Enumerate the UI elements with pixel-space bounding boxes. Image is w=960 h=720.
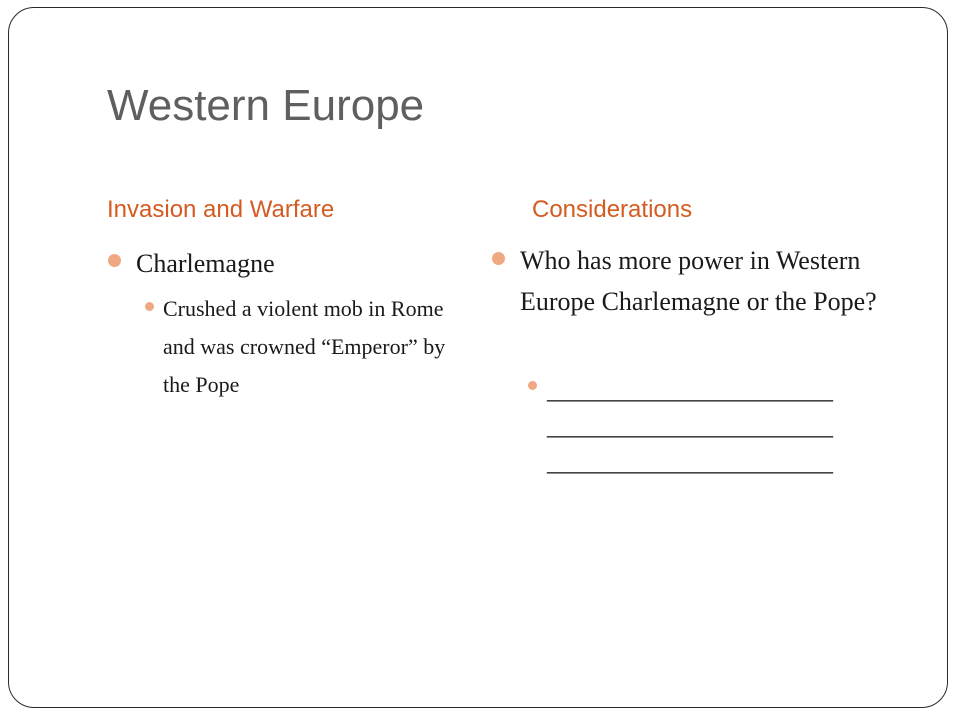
bullet-dot-icon (108, 254, 121, 267)
right-bullet-text: Who has more power in Western Europe Charlemagne or the Pope? (520, 246, 877, 316)
right-column-heading: Considerations (532, 196, 693, 223)
bullet-dot-icon (492, 252, 505, 265)
left-bullet-text: Charlemagne (136, 249, 275, 278)
left-column-heading: Invasion and Warfare (107, 196, 335, 223)
slide-title: Western Europe (107, 81, 425, 130)
sub-bullet-dot-icon (145, 302, 154, 311)
sub-bullet-dot-icon (528, 381, 537, 390)
answer-blank-lines: ______________________ ______________________ ______________________ (547, 375, 833, 476)
left-sub-bullet-text: Crushed a violent mob in Rome and was crowned “Emperor” by the Pope (163, 296, 446, 397)
